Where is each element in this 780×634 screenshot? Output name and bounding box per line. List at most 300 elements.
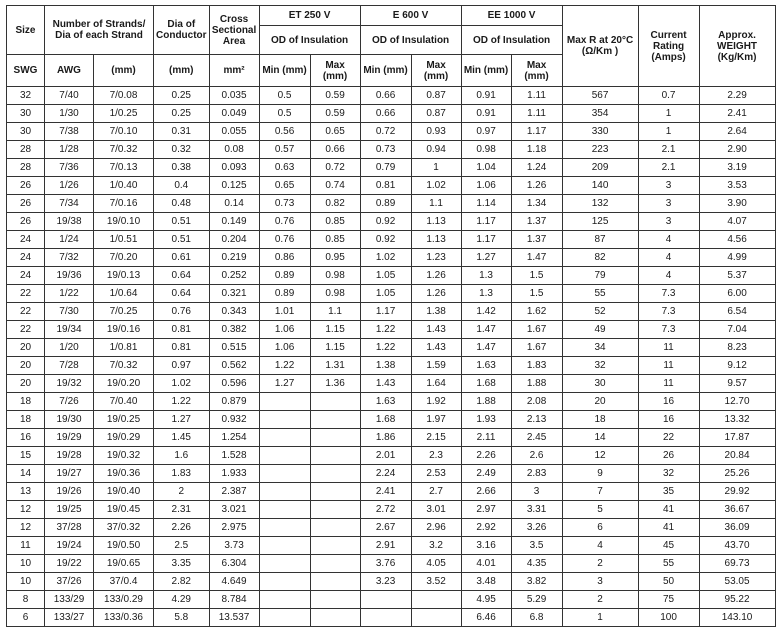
cell-ee-max: 5.29 bbox=[511, 591, 562, 609]
cell-strand-mm: 1/0.64 bbox=[94, 285, 154, 303]
cell-area: 0.093 bbox=[209, 159, 259, 177]
et-max-header: Max (mm) bbox=[310, 55, 360, 87]
cell-area: 0.049 bbox=[209, 105, 259, 123]
cell-area: 0.125 bbox=[209, 177, 259, 195]
cell-max-r: 79 bbox=[562, 267, 638, 285]
cell-et-min: 0.73 bbox=[259, 195, 310, 213]
table-row bbox=[7, 573, 776, 591]
cell-swg: 24 bbox=[7, 231, 45, 249]
cell-ee-max: 1.17 bbox=[511, 123, 562, 141]
cell-e-max: 1.26 bbox=[411, 267, 461, 285]
cell-swg: 20 bbox=[7, 375, 45, 393]
cell-et-max: 0.66 bbox=[310, 141, 360, 159]
cell-swg: 18 bbox=[7, 393, 45, 411]
ee-header: EE 1000 V bbox=[461, 6, 562, 26]
table-row bbox=[7, 501, 776, 519]
cell-area: 0.932 bbox=[209, 411, 259, 429]
cell-e-min: 1.43 bbox=[360, 375, 411, 393]
cell-et-min bbox=[259, 609, 310, 627]
cell-strand-mm: 7/0.32 bbox=[94, 357, 154, 375]
cell-et-min: 0.56 bbox=[259, 123, 310, 141]
cell-dia: 2.26 bbox=[154, 519, 210, 537]
cell-et-max: 1.15 bbox=[310, 339, 360, 357]
cell-ee-min: 1.42 bbox=[461, 303, 511, 321]
cell-e-min: 0.72 bbox=[360, 123, 411, 141]
cell-e-max: 1.92 bbox=[411, 393, 461, 411]
cell-area: 0.035 bbox=[209, 87, 259, 105]
cell-current: 7.3 bbox=[638, 303, 699, 321]
cell-current: 100 bbox=[638, 609, 699, 627]
cell-current: 3 bbox=[638, 195, 699, 213]
cell-weight: 4.07 bbox=[699, 213, 775, 231]
cell-awg: 19/34 bbox=[45, 321, 94, 339]
cell-strand-mm: 19/0.45 bbox=[94, 501, 154, 519]
et-od-header: OD of Insulation bbox=[259, 26, 360, 55]
ee-min-header: Min (mm) bbox=[461, 55, 511, 87]
cell-et-max bbox=[310, 447, 360, 465]
cell-e-max: 2.15 bbox=[411, 429, 461, 447]
cell-ee-max: 1.47 bbox=[511, 249, 562, 267]
cell-dia: 0.4 bbox=[154, 177, 210, 195]
cell-e-min: 0.79 bbox=[360, 159, 411, 177]
cell-strand-mm: 1/0.40 bbox=[94, 177, 154, 195]
table-row bbox=[7, 177, 776, 195]
cell-ee-max: 2.13 bbox=[511, 411, 562, 429]
cell-weight: 8.23 bbox=[699, 339, 775, 357]
cell-weight: 3.90 bbox=[699, 195, 775, 213]
cell-dia: 1.22 bbox=[154, 393, 210, 411]
cell-max-r: 125 bbox=[562, 213, 638, 231]
cell-area: 0.055 bbox=[209, 123, 259, 141]
cell-e-max: 2.96 bbox=[411, 519, 461, 537]
cell-strand-mm: 19/0.29 bbox=[94, 429, 154, 447]
table-row bbox=[7, 537, 776, 555]
cell-swg: 28 bbox=[7, 159, 45, 177]
cell-e-max: 0.87 bbox=[411, 87, 461, 105]
cell-swg: 8 bbox=[7, 591, 45, 609]
cell-max-r: 20 bbox=[562, 393, 638, 411]
current-header: Current Rating (Amps) bbox=[638, 6, 699, 87]
cell-e-min: 0.89 bbox=[360, 195, 411, 213]
cell-swg: 12 bbox=[7, 519, 45, 537]
cell-current: 4 bbox=[638, 267, 699, 285]
cell-ee-min: 1.3 bbox=[461, 285, 511, 303]
table-row bbox=[7, 303, 776, 321]
cell-weight: 43.70 bbox=[699, 537, 775, 555]
cell-e-min: 1.68 bbox=[360, 411, 411, 429]
cell-ee-min: 2.97 bbox=[461, 501, 511, 519]
cell-awg: 1/28 bbox=[45, 141, 94, 159]
table-row bbox=[7, 447, 776, 465]
cell-current: 41 bbox=[638, 501, 699, 519]
cell-weight: 53.05 bbox=[699, 573, 775, 591]
cell-area: 0.08 bbox=[209, 141, 259, 159]
et-min-header: Min (mm) bbox=[259, 55, 310, 87]
cell-dia: 0.64 bbox=[154, 267, 210, 285]
strands-header: Number of Strands/ Dia of each Strand bbox=[45, 6, 154, 55]
cell-et-max: 0.95 bbox=[310, 249, 360, 267]
cell-et-min: 0.86 bbox=[259, 249, 310, 267]
cell-current: 16 bbox=[638, 411, 699, 429]
cell-et-max: 0.82 bbox=[310, 195, 360, 213]
cell-dia: 1.6 bbox=[154, 447, 210, 465]
cell-et-min: 0.5 bbox=[259, 87, 310, 105]
cell-e-min: 1.17 bbox=[360, 303, 411, 321]
cell-et-max: 1.31 bbox=[310, 357, 360, 375]
ee-od-header: OD of Insulation bbox=[461, 26, 562, 55]
cell-et-max: 1.36 bbox=[310, 375, 360, 393]
cell-et-min: 0.63 bbox=[259, 159, 310, 177]
strand-mm-header: (mm) bbox=[94, 55, 154, 87]
cell-et-min bbox=[259, 573, 310, 591]
cell-current: 7.3 bbox=[638, 285, 699, 303]
cell-et-min: 1.22 bbox=[259, 357, 310, 375]
cell-et-max bbox=[310, 537, 360, 555]
cell-current: 4 bbox=[638, 249, 699, 267]
cell-ee-max: 1.24 bbox=[511, 159, 562, 177]
cell-dia: 0.25 bbox=[154, 87, 210, 105]
cell-dia: 3.35 bbox=[154, 555, 210, 573]
cell-e-max: 3.2 bbox=[411, 537, 461, 555]
cell-current: 2.1 bbox=[638, 159, 699, 177]
cell-swg: 12 bbox=[7, 501, 45, 519]
cell-current: 3 bbox=[638, 213, 699, 231]
cell-e-max: 1.59 bbox=[411, 357, 461, 375]
cell-awg: 7/30 bbox=[45, 303, 94, 321]
cell-dia: 0.51 bbox=[154, 231, 210, 249]
cell-max-r: 4 bbox=[562, 537, 638, 555]
cell-weight: 143.10 bbox=[699, 609, 775, 627]
cell-strand-mm: 19/0.65 bbox=[94, 555, 154, 573]
cell-strand-mm: 19/0.10 bbox=[94, 213, 154, 231]
cell-max-r: 209 bbox=[562, 159, 638, 177]
e-max-header: Max (mm) bbox=[411, 55, 461, 87]
cell-et-max: 1.15 bbox=[310, 321, 360, 339]
cell-current: 3 bbox=[638, 177, 699, 195]
cell-ee-min: 1.17 bbox=[461, 213, 511, 231]
cell-current: 0.7 bbox=[638, 87, 699, 105]
cell-ee-min: 6.46 bbox=[461, 609, 511, 627]
cell-ee-min: 2.49 bbox=[461, 465, 511, 483]
cell-max-r: 34 bbox=[562, 339, 638, 357]
cell-awg: 19/29 bbox=[45, 429, 94, 447]
cell-dia: 0.51 bbox=[154, 213, 210, 231]
cell-ee-min: 2.11 bbox=[461, 429, 511, 447]
cell-swg: 22 bbox=[7, 285, 45, 303]
cell-dia: 0.38 bbox=[154, 159, 210, 177]
cell-max-r: 14 bbox=[562, 429, 638, 447]
cell-area: 2.975 bbox=[209, 519, 259, 537]
cell-weight: 95.22 bbox=[699, 591, 775, 609]
cell-max-r: 330 bbox=[562, 123, 638, 141]
cell-max-r: 1 bbox=[562, 609, 638, 627]
cell-max-r: 82 bbox=[562, 249, 638, 267]
cell-et-max bbox=[310, 411, 360, 429]
cell-et-max: 0.98 bbox=[310, 285, 360, 303]
cell-et-min bbox=[259, 537, 310, 555]
et-header: ET 250 V bbox=[259, 6, 360, 26]
cell-weight: 29.92 bbox=[699, 483, 775, 501]
cell-et-min bbox=[259, 447, 310, 465]
cell-e-max: 2.7 bbox=[411, 483, 461, 501]
cell-max-r: 30 bbox=[562, 375, 638, 393]
cell-swg: 10 bbox=[7, 555, 45, 573]
cell-ee-min: 0.91 bbox=[461, 105, 511, 123]
cell-et-max bbox=[310, 465, 360, 483]
cell-area: 3.73 bbox=[209, 537, 259, 555]
cell-e-min: 0.92 bbox=[360, 213, 411, 231]
cell-awg: 19/32 bbox=[45, 375, 94, 393]
cell-ee-max: 3.31 bbox=[511, 501, 562, 519]
cell-dia: 0.61 bbox=[154, 249, 210, 267]
cell-ee-min: 4.95 bbox=[461, 591, 511, 609]
cell-ee-min: 0.98 bbox=[461, 141, 511, 159]
cell-awg: 19/30 bbox=[45, 411, 94, 429]
cell-current: 1 bbox=[638, 105, 699, 123]
cell-awg: 19/26 bbox=[45, 483, 94, 501]
cell-et-min: 1.06 bbox=[259, 339, 310, 357]
cell-weight: 3.53 bbox=[699, 177, 775, 195]
cell-e-max bbox=[411, 609, 461, 627]
cell-e-min bbox=[360, 591, 411, 609]
table-row bbox=[7, 609, 776, 627]
cell-weight: 4.56 bbox=[699, 231, 775, 249]
cell-ee-max: 1.62 bbox=[511, 303, 562, 321]
cell-area: 4.649 bbox=[209, 573, 259, 591]
dia-mm-header: (mm) bbox=[154, 55, 210, 87]
cell-weight: 3.19 bbox=[699, 159, 775, 177]
cell-et-min: 1.01 bbox=[259, 303, 310, 321]
cell-awg: 37/26 bbox=[45, 573, 94, 591]
cell-weight: 12.70 bbox=[699, 393, 775, 411]
cell-ee-min: 1.27 bbox=[461, 249, 511, 267]
cell-awg: 19/38 bbox=[45, 213, 94, 231]
cell-strand-mm: 19/0.32 bbox=[94, 447, 154, 465]
cell-et-max bbox=[310, 483, 360, 501]
cell-ee-min: 1.04 bbox=[461, 159, 511, 177]
cell-awg: 1/22 bbox=[45, 285, 94, 303]
cell-dia: 2.82 bbox=[154, 573, 210, 591]
cell-e-max: 4.05 bbox=[411, 555, 461, 573]
cell-e-max: 1.23 bbox=[411, 249, 461, 267]
cell-weight: 4.99 bbox=[699, 249, 775, 267]
cell-awg: 37/28 bbox=[45, 519, 94, 537]
table-row bbox=[7, 87, 776, 105]
cell-swg: 30 bbox=[7, 105, 45, 123]
cell-et-max: 0.59 bbox=[310, 105, 360, 123]
cell-e-max: 1.13 bbox=[411, 213, 461, 231]
cell-et-max: 1.1 bbox=[310, 303, 360, 321]
cell-e-max: 2.53 bbox=[411, 465, 461, 483]
cell-swg: 6 bbox=[7, 609, 45, 627]
cell-current: 7.3 bbox=[638, 321, 699, 339]
cell-awg: 19/27 bbox=[45, 465, 94, 483]
cell-dia: 2.5 bbox=[154, 537, 210, 555]
cell-dia: 1.02 bbox=[154, 375, 210, 393]
cell-ee-max: 3.82 bbox=[511, 573, 562, 591]
cell-e-max: 1.02 bbox=[411, 177, 461, 195]
cell-max-r: 567 bbox=[562, 87, 638, 105]
cell-awg: 7/36 bbox=[45, 159, 94, 177]
table-row bbox=[7, 195, 776, 213]
cell-e-min: 0.81 bbox=[360, 177, 411, 195]
cell-dia: 2 bbox=[154, 483, 210, 501]
table-row bbox=[7, 591, 776, 609]
table-row bbox=[7, 249, 776, 267]
cell-ee-max: 1.11 bbox=[511, 105, 562, 123]
cell-swg: 15 bbox=[7, 447, 45, 465]
cell-ee-max: 3.26 bbox=[511, 519, 562, 537]
cell-e-min: 2.91 bbox=[360, 537, 411, 555]
spec-table-wrapper bbox=[6, 5, 776, 627]
cell-current: 16 bbox=[638, 393, 699, 411]
cell-et-max bbox=[310, 429, 360, 447]
table-row bbox=[7, 465, 776, 483]
cell-et-min bbox=[259, 555, 310, 573]
cell-weight: 2.90 bbox=[699, 141, 775, 159]
table-row bbox=[7, 321, 776, 339]
cell-awg: 7/26 bbox=[45, 393, 94, 411]
cell-area: 1.254 bbox=[209, 429, 259, 447]
table-row bbox=[7, 555, 776, 573]
cell-ee-max: 1.34 bbox=[511, 195, 562, 213]
cell-et-max bbox=[310, 501, 360, 519]
cell-et-min bbox=[259, 429, 310, 447]
cell-e-min: 3.76 bbox=[360, 555, 411, 573]
cell-dia: 1.27 bbox=[154, 411, 210, 429]
cell-et-max: 0.72 bbox=[310, 159, 360, 177]
cell-e-max: 0.94 bbox=[411, 141, 461, 159]
cell-area: 0.149 bbox=[209, 213, 259, 231]
cell-ee-max: 6.8 bbox=[511, 609, 562, 627]
cell-e-min: 1.05 bbox=[360, 267, 411, 285]
cell-strand-mm: 7/0.40 bbox=[94, 393, 154, 411]
cell-current: 32 bbox=[638, 465, 699, 483]
cell-e-max: 3.01 bbox=[411, 501, 461, 519]
cell-e-min: 2.24 bbox=[360, 465, 411, 483]
cell-et-max: 0.85 bbox=[310, 213, 360, 231]
cell-strand-mm: 7/0.13 bbox=[94, 159, 154, 177]
cell-e-max: 1.13 bbox=[411, 231, 461, 249]
cell-e-min: 1.22 bbox=[360, 339, 411, 357]
cell-area: 0.321 bbox=[209, 285, 259, 303]
cell-weight: 20.84 bbox=[699, 447, 775, 465]
table-row bbox=[7, 213, 776, 231]
cell-max-r: 12 bbox=[562, 447, 638, 465]
cell-max-r: 5 bbox=[562, 501, 638, 519]
cell-weight: 13.32 bbox=[699, 411, 775, 429]
cell-area: 0.382 bbox=[209, 321, 259, 339]
cell-swg: 16 bbox=[7, 429, 45, 447]
cell-swg: 22 bbox=[7, 321, 45, 339]
cell-et-min bbox=[259, 393, 310, 411]
cell-et-min: 1.27 bbox=[259, 375, 310, 393]
cell-ee-max: 4.35 bbox=[511, 555, 562, 573]
cell-e-max: 1.64 bbox=[411, 375, 461, 393]
cell-area: 0.562 bbox=[209, 357, 259, 375]
cell-current: 55 bbox=[638, 555, 699, 573]
cell-weight: 9.57 bbox=[699, 375, 775, 393]
cell-e-min bbox=[360, 609, 411, 627]
cell-area: 0.515 bbox=[209, 339, 259, 357]
cell-et-min bbox=[259, 411, 310, 429]
cell-swg: 26 bbox=[7, 213, 45, 231]
cable-spec-table bbox=[6, 5, 776, 627]
cell-ee-min: 0.91 bbox=[461, 87, 511, 105]
cell-max-r: 6 bbox=[562, 519, 638, 537]
cell-ee-min: 4.01 bbox=[461, 555, 511, 573]
cell-awg: 133/27 bbox=[45, 609, 94, 627]
cell-e-min: 0.73 bbox=[360, 141, 411, 159]
cell-awg: 1/20 bbox=[45, 339, 94, 357]
cell-swg: 28 bbox=[7, 141, 45, 159]
cell-ee-max: 1.83 bbox=[511, 357, 562, 375]
cell-e-min: 3.23 bbox=[360, 573, 411, 591]
cell-awg: 7/28 bbox=[45, 357, 94, 375]
cell-ee-max: 1.37 bbox=[511, 231, 562, 249]
cell-et-min: 0.76 bbox=[259, 231, 310, 249]
cell-strand-mm: 19/0.16 bbox=[94, 321, 154, 339]
cell-dia: 0.48 bbox=[154, 195, 210, 213]
cell-et-min: 0.65 bbox=[259, 177, 310, 195]
cell-swg: 13 bbox=[7, 483, 45, 501]
cell-ee-min: 2.66 bbox=[461, 483, 511, 501]
size-header: Size bbox=[7, 6, 45, 55]
cell-e-max: 1.1 bbox=[411, 195, 461, 213]
cell-e-min: 0.66 bbox=[360, 87, 411, 105]
cell-ee-max: 2.83 bbox=[511, 465, 562, 483]
cell-max-r: 55 bbox=[562, 285, 638, 303]
cell-awg: 7/38 bbox=[45, 123, 94, 141]
cell-strand-mm: 19/0.25 bbox=[94, 411, 154, 429]
cell-swg: 24 bbox=[7, 249, 45, 267]
cell-e-min: 0.66 bbox=[360, 105, 411, 123]
cell-strand-mm: 7/0.32 bbox=[94, 141, 154, 159]
cell-ee-min: 2.26 bbox=[461, 447, 511, 465]
cell-ee-max: 1.11 bbox=[511, 87, 562, 105]
cell-swg: 26 bbox=[7, 177, 45, 195]
awg-header: AWG bbox=[45, 55, 94, 87]
cell-ee-max: 1.18 bbox=[511, 141, 562, 159]
cell-current: 4 bbox=[638, 231, 699, 249]
cell-ee-max: 1.26 bbox=[511, 177, 562, 195]
cell-swg: 11 bbox=[7, 537, 45, 555]
cell-ee-min: 1.93 bbox=[461, 411, 511, 429]
cell-et-min: 1.06 bbox=[259, 321, 310, 339]
cell-et-min: 0.76 bbox=[259, 213, 310, 231]
table-row bbox=[7, 519, 776, 537]
cell-max-r: 52 bbox=[562, 303, 638, 321]
cell-ee-max: 3.5 bbox=[511, 537, 562, 555]
table-body bbox=[7, 87, 776, 627]
table-row bbox=[7, 141, 776, 159]
cell-awg: 19/28 bbox=[45, 447, 94, 465]
cell-ee-max: 1.5 bbox=[511, 267, 562, 285]
cell-strand-mm: 37/0.32 bbox=[94, 519, 154, 537]
table-row bbox=[7, 393, 776, 411]
cell-e-min: 2.41 bbox=[360, 483, 411, 501]
cell-e-max: 1.38 bbox=[411, 303, 461, 321]
cell-area: 0.204 bbox=[209, 231, 259, 249]
cell-e-min: 1.05 bbox=[360, 285, 411, 303]
cell-ee-max: 3 bbox=[511, 483, 562, 501]
cell-swg: 24 bbox=[7, 267, 45, 285]
cell-dia: 0.81 bbox=[154, 339, 210, 357]
cell-strand-mm: 1/0.81 bbox=[94, 339, 154, 357]
cell-et-max: 0.59 bbox=[310, 87, 360, 105]
table-row bbox=[7, 429, 776, 447]
cell-strand-mm: 7/0.08 bbox=[94, 87, 154, 105]
